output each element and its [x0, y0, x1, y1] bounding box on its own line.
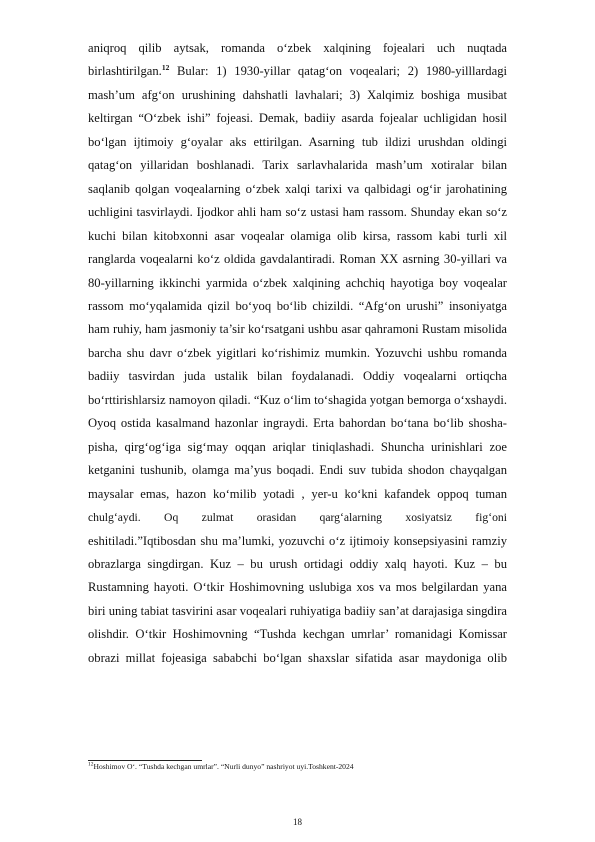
text-line: Rustamning hayoti. O‘tkir Hoshimovning uslubiga xos va mos belgilardan yana: [88, 580, 507, 595]
text-line: olishdir. O‘tkir Hoshimovning “Tushda kechgan umrlar’ romanidagi Komissar: [88, 627, 507, 642]
footnote: [88, 762, 507, 772]
text-fragment: Bular: 1) 1930-yillar qatag‘on voqealari; 2) 1980-yilllardagi: [169, 64, 507, 79]
text-line: barcha shu davr o‘zbek yigitlari ko‘rishimiz mumkin. Yozuvchi ushbu romanda: [88, 345, 507, 360]
text-line: bo‘rttirishlarsiz namoyon qiladi. “Kuz o‘lim to‘shagida yotgan bemorga o‘xshaydi.: [88, 392, 507, 407]
text-line: 80-yillarning ikkinchi yarmida o‘zbek xalqining achchiq hayotiga boy voqealar: [88, 275, 507, 290]
footnote-marker: 12: [88, 761, 94, 768]
footnote-reference[interactable]: 12: [161, 63, 170, 73]
text-line: Oyoq ostida kasalmand hazonlar ingraydi. Erta bahordan bo‘tana bo‘lib shosha-: [88, 416, 507, 431]
text-line: ranglarda voqealarni ko‘z oldida gavdalantiradi. Roman XX asrning 30-yillari va: [88, 252, 507, 267]
footnote-text: Hoshimov O‘. “Tushda kechgan umrlar”. “Nurli dunyo” nashriyot uyi.Toshkent-2024: [93, 762, 354, 771]
text-line: ham ruhiy, ham jasmoniy ta’sir ko‘rsatgani ushbu asar qahramoni Rustam misolida: [88, 322, 507, 337]
text-line: eshitiladi.”Iqtibosdan shu ma’lumki, yozuvchi o‘z ijtimoiy konsepsiyasini ramziy: [88, 533, 507, 548]
main-paragraph: [88, 37, 507, 670]
text-line: obrazlarga singdirgan. Kuz – bu urush ortidagi oddiy xalq hayoti. Kuz – bu: [88, 556, 507, 571]
text-line: mash’um afg‘on urushining dahshatli lavhalari; 3) Xalqimiz boshiga musibat: [88, 87, 507, 102]
text-line: uchligini tasvirlaydi. Ijodkor ahli ham so‘z ustasi ham rassom. Shunday ekan so‘z: [88, 205, 507, 220]
footnote-divider: [88, 760, 202, 761]
text-line: biri uning tabiat tasvirini asar voqealari ruhiyatiga badiiy san’at darajasiga singdira: [88, 603, 507, 618]
text-line: maysalar emas, hazon ko‘milib yotadi , yer-u ko‘kni kafandek oppoq tuman: [88, 486, 507, 501]
text-line-with-footnote: [88, 60, 507, 83]
text-line: saqlanib qolgan voqealarning o‘zbek xalqi tarixi va qalbidagi og‘ir jarohatining: [88, 181, 507, 196]
text-line: qatag‘on yillaridan boshlanadi. Tarix sarlavhalarida mash’um xotiralar bilan: [88, 158, 507, 173]
text-line: keltirgan “O‘zbek ishi” fojeasi. Demak, badiiy asarda fojealar uchligidan hosil: [88, 111, 507, 126]
text-line: badiiy tasvirdan juda ustalik bilan foydalanadi. Oddiy voqealarni ortiqcha: [88, 369, 507, 384]
text-line: pisha, qirg‘og‘iga sig‘may oqqan ariqlar tiniqlashadi. Shuncha urinishlari zoe: [88, 439, 507, 454]
text-line: rassom mo‘yqalamida qizil bo‘yoq bo‘lib chizildi. “Afg‘on urushi” insoniyatga: [88, 298, 507, 313]
text-line: chulg‘aydi. Oq zulmat orasidan qarg‘alarning xosiyatsiz fig‘oni: [88, 511, 507, 525]
text-line: aniqroq qilib aytsak, romanda o‘zbek xalqining fojealari uch nuqtada: [88, 41, 507, 55]
text-line: ketganini tushunib, olamga ma’yus boqadi. Endi suv tubida shodon chayqalgan: [88, 463, 507, 478]
page-number: 18: [293, 817, 302, 827]
text-line: obrazi millat fojeasiga sababchi bo‘lgan shaxslar sifatida asar maydoniga olib: [88, 650, 507, 665]
text-line: bo‘lgan ijtimoiy g‘oyalar aks ettirilgan. Asarning tub ildizi urushdan oldingi: [88, 134, 507, 149]
text-line: kuchi bilan kitobxonni asar voqealar olamiga olib kirsa, rassom kabi turli xil: [88, 228, 507, 243]
text-fragment: birlashtirilgan.: [88, 64, 162, 79]
